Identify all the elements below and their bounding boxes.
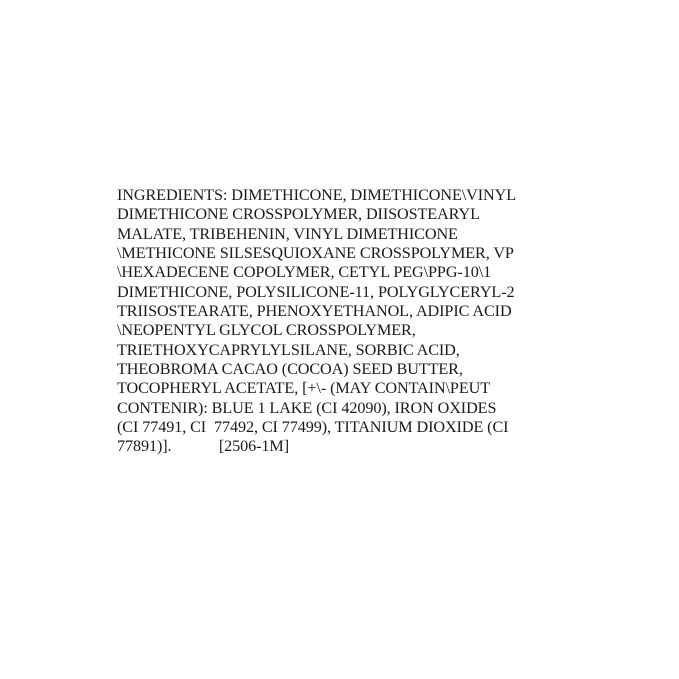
ingredients-line: \METHICONE SILSESQUIOXANE CROSSPOLYMER, VP [117,244,514,263]
ingredients-line: THEOBROMA CACAO (COCOA) SEED BUTTER, [117,360,463,379]
ingredients-line: CONTENIR): BLUE 1 LAKE (CI 42090), IRON OXIDES [117,398,497,417]
ingredients-line: \HEXADECENE COPOLYMER, CETYL PEG\PPG-10\1 [117,263,492,282]
ingredients-line: MALATE, TRIBEHENIN, VINYL DIMETHICONE [117,224,458,243]
ingredients-line: 77891)]. [2506-1M] [117,437,289,456]
ingredients-text-block [117,186,587,457]
ingredients-line: TRIISOSTEARATE, PHENOXYETHANOL, ADIPIC ACID [117,302,512,321]
ingredients-line: (CI 77491, CI 77492, CI 77499), TITANIUM DIOXIDE (CI [117,418,509,437]
ingredients-line: DIMETHICONE, POLYSILICONE-11, POLYGLYCERYL-2 [117,282,515,301]
ingredients-line: \NEOPENTYL GLYCOL CROSSPOLYMER, [117,321,416,340]
ingredients-line: TRIETHOXYCAPRYLYLSILANE, SORBIC ACID, [117,340,460,359]
ingredients-line: DIMETHICONE CROSSPOLYMER, DIISOSTEARYL [117,205,480,224]
ingredients-line: INGREDIENTS: DIMETHICONE, DIMETHICONE\VINYL [117,186,516,204]
ingredients-line: TOCOPHERYL ACETATE, [+\- (MAY CONTAIN\PEUT [117,379,490,398]
